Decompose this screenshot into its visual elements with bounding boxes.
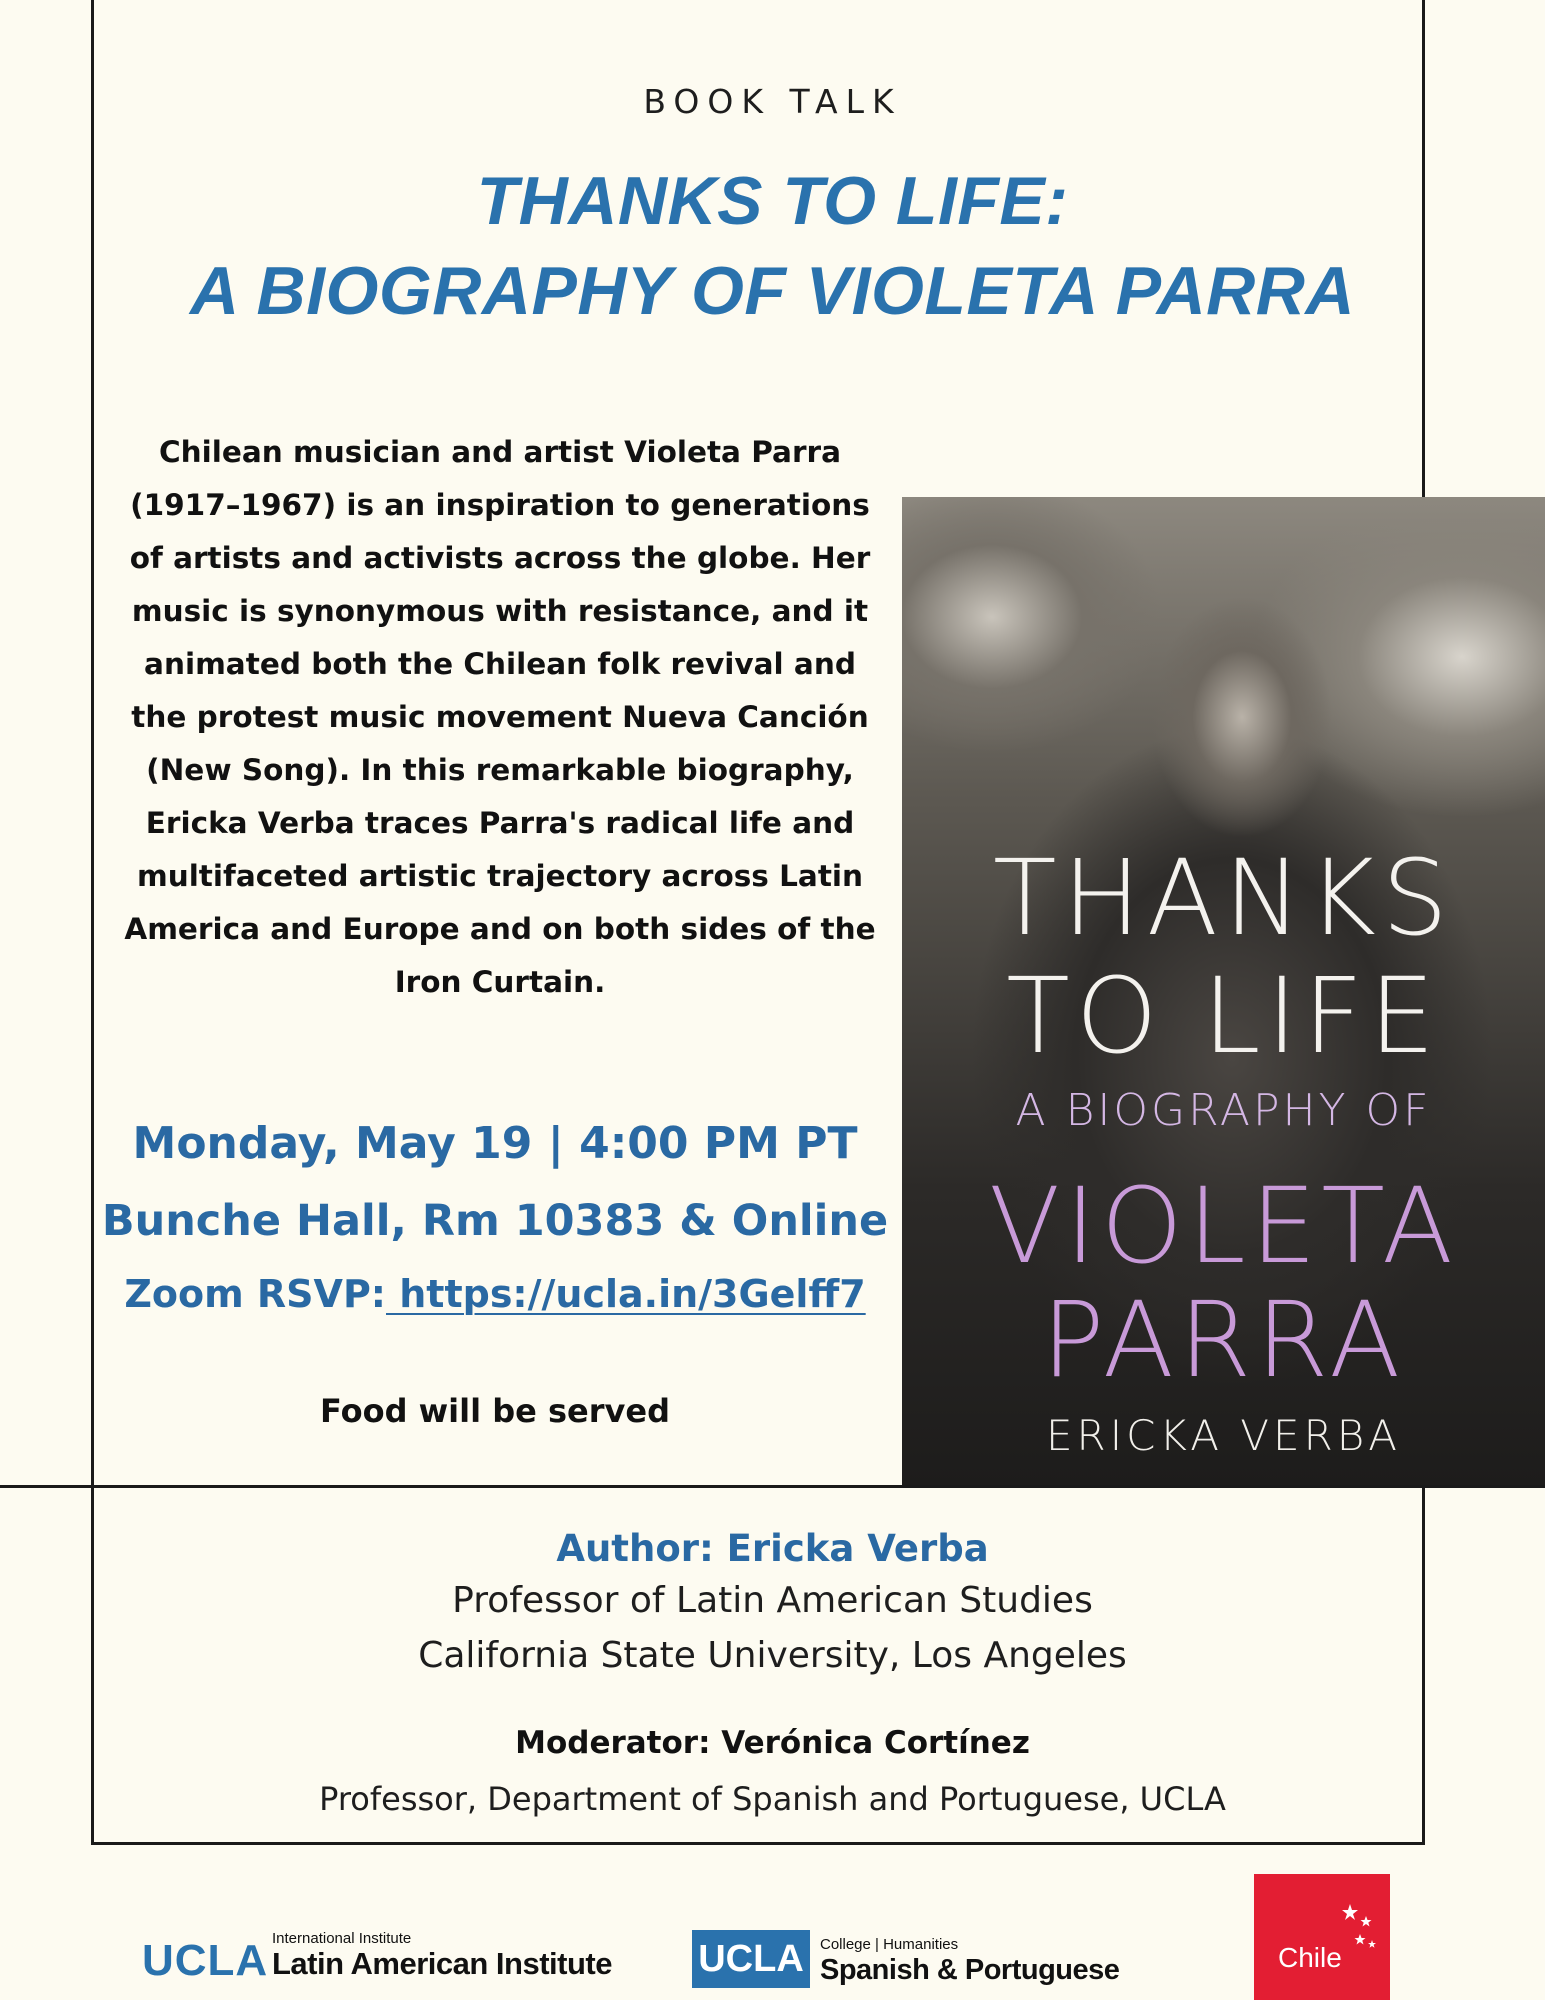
frame-divider	[0, 1485, 1545, 1488]
frame-bottom	[91, 1842, 1425, 1845]
cover-subtitle: A BIOGRAPHY OF	[1015, 1085, 1432, 1136]
lai-name: Latin American Institute	[272, 1946, 612, 1981]
food-note: Food will be served	[320, 1392, 670, 1430]
cover-name-line1: VIOLETA	[989, 1165, 1458, 1287]
author-affiliation: California State University, Los Angeles	[418, 1635, 1127, 1676]
frame-right-top	[1422, 0, 1425, 497]
moderator-label: Moderator: Verónica Cortínez	[515, 1725, 1030, 1761]
cover-name-line2: PARRA	[1041, 1279, 1406, 1401]
author-label: Author: Ericka Verba	[556, 1527, 989, 1570]
event-date-time: Monday, May 19 | 4:00 PM PT	[132, 1118, 858, 1169]
stars-icon	[1340, 1902, 1380, 1962]
cover-title-line2: TO LIFE	[1006, 955, 1441, 1077]
sp-ucla-wordmark: UCLA	[692, 1930, 810, 1988]
sp-small-text: College | Humanities	[820, 1936, 959, 1953]
rsvp-label: Zoom RSVP:	[124, 1272, 386, 1316]
book-description: Chilean musician and artist Violeta Parra (1917–1967) is an inspiration to generations of artists and activists across the globe. Her music is synonymous with resistance, and it animated both the Chilean folk revival and the protest music movement Nueva Canción (New Song). In this remarkable biography, Ericka Verba traces Parra's radical life and multifaceted artistic trajectory across Latin America and Europe and on both sides of the Iron Curtain.	[124, 435, 876, 999]
page-title-line1: THANKS TO LIFE:	[476, 163, 1069, 239]
event-type-label: BOOK TALK	[643, 82, 902, 121]
cover-title-line1: THANKS	[993, 837, 1454, 959]
rsvp-line	[100, 1272, 890, 1316]
page-title-line2: A BIOGRAPHY OF VIOLETA PARRA	[189, 253, 1356, 329]
moderator-affiliation: Professor, Department of Spanish and Portuguese, UCLA	[319, 1780, 1226, 1818]
cover-author: ERICKA VERBA	[1045, 1411, 1401, 1460]
lai-small-text: International Institute	[272, 1930, 412, 1947]
chile-wordmark: Chile	[1278, 1942, 1342, 1973]
book-cover	[902, 497, 1545, 1485]
lai-ucla-wordmark: UCLA	[142, 1936, 269, 1985]
author-title: Professor of Latin American Studies	[452, 1580, 1093, 1621]
event-location: Bunche Hall, Rm 10383 & Online	[101, 1196, 889, 1246]
chile-logo	[1254, 1874, 1390, 2000]
rsvp-link[interactable]: https://ucla.in/3Gelff7	[386, 1272, 866, 1316]
sp-name: Spanish & Portuguese	[820, 1954, 1120, 1986]
